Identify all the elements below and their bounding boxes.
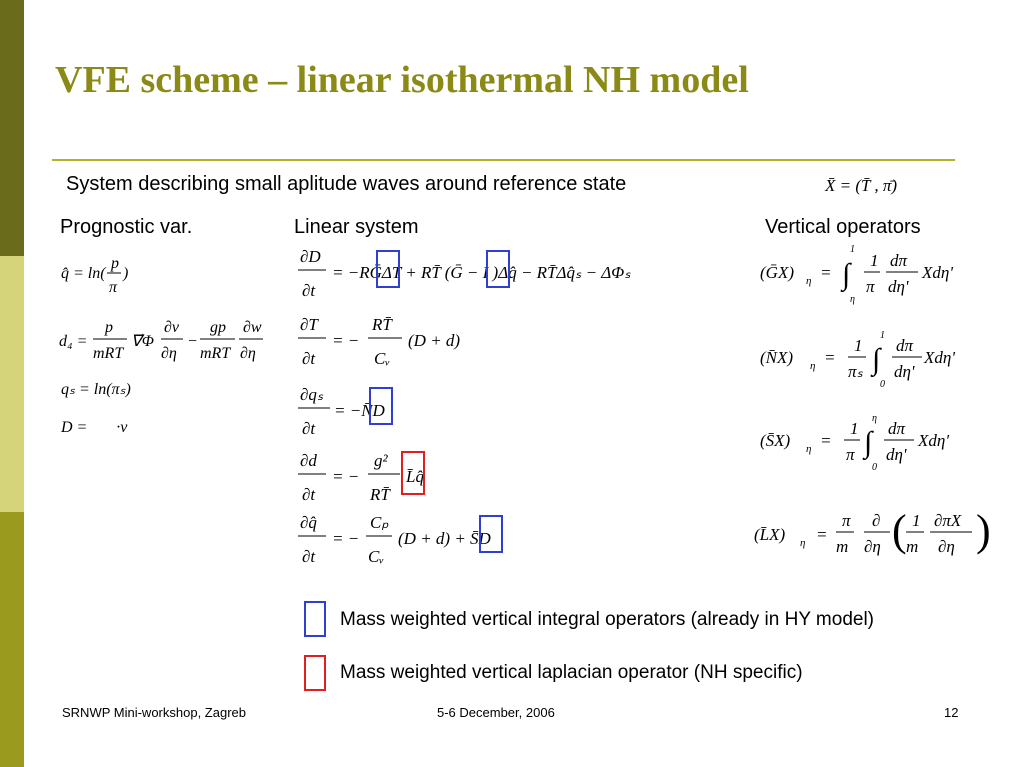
- svg-text:∂t: ∂t: [302, 349, 316, 368]
- title-divider: [52, 159, 955, 161]
- svg-text:(S̄X): (S̄X): [760, 431, 791, 450]
- svg-text:= −: = −: [332, 331, 360, 350]
- legend-integral-operators: Mass weighted vertical integral operators (already in HY model): [340, 609, 875, 630]
- svg-text:∂η: ∂η: [240, 345, 256, 362]
- footer-date: 5-6 December, 2006: [437, 705, 555, 720]
- svg-text:mRT: mRT: [93, 345, 124, 362]
- svg-text:RT̄: RT̄: [372, 315, 392, 334]
- svg-text:dπ: dπ: [888, 419, 906, 438]
- svg-text:gp: gp: [210, 319, 226, 336]
- svg-text:): ): [123, 265, 129, 282]
- svg-text:RT̄: RT̄: [370, 485, 390, 504]
- svg-text:1: 1: [850, 419, 859, 438]
- legend-blue-box: [304, 601, 326, 637]
- svg-text:= −N̄D: = −N̄D: [334, 401, 385, 420]
- svg-text:−: −: [187, 333, 198, 350]
- svg-text:(L̄X): (L̄X): [754, 525, 786, 544]
- svg-text:(ḠX): (ḠX): [760, 263, 794, 282]
- svg-text:∂D: ∂D: [300, 247, 321, 266]
- svg-text:0: 0: [880, 379, 885, 390]
- svg-text:p: p: [105, 319, 113, 336]
- svg-text:L̄q̂: L̄q̂: [406, 467, 424, 486]
- svg-text:η: η: [872, 413, 877, 424]
- svg-text:∂w: ∂w: [243, 319, 262, 336]
- prognostic-equations: [55, 248, 280, 448]
- prog-eq-divergence: D = ∇⃗·v⃗: [61, 419, 140, 436]
- svg-text:η: η: [806, 275, 812, 287]
- svg-text:η: η: [810, 360, 816, 372]
- svg-text:(: (: [892, 506, 907, 555]
- svg-text:1: 1: [912, 511, 921, 530]
- svg-text:1: 1: [880, 330, 885, 341]
- prog-eq-p: p: [111, 255, 119, 272]
- svg-text:): ): [976, 506, 991, 555]
- svg-text:=: =: [824, 348, 836, 367]
- svg-text:(D + d): (D + d): [408, 331, 461, 350]
- svg-text:m: m: [836, 537, 849, 556]
- slide-subtitle: System describing small aplitude waves around reference state: [66, 173, 627, 195]
- svg-text:∂t: ∂t: [302, 547, 316, 566]
- svg-text:πₛ: πₛ: [848, 362, 863, 381]
- svg-text:Xdη': Xdη': [918, 431, 949, 450]
- svg-text:∂η: ∂η: [938, 537, 955, 556]
- side-bar-middle: [0, 256, 24, 512]
- svg-text:π: π: [846, 445, 855, 464]
- svg-text:η: η: [800, 537, 806, 549]
- svg-text:∂qₛ: ∂qₛ: [300, 385, 324, 404]
- side-bar-top: [0, 0, 24, 256]
- svg-text:Cₚ: Cₚ: [370, 513, 389, 532]
- svg-text:π: π: [866, 277, 875, 296]
- svg-text:= −: = −: [332, 467, 360, 486]
- svg-text:∂q̂: ∂q̂: [300, 513, 317, 532]
- vertical-operators-heading: Vertical operators: [765, 216, 921, 238]
- svg-text:Xdη': Xdη': [924, 348, 955, 367]
- prog-eq-qs: qₛ = ln(πₛ): [61, 381, 131, 398]
- svg-text:g²: g²: [374, 451, 388, 470]
- svg-text:=: =: [820, 431, 832, 450]
- svg-text:∂t: ∂t: [302, 485, 316, 504]
- svg-text:∇⃗Φ: ∇⃗Φ: [131, 333, 154, 350]
- svg-text:= −RḠΔT + RT̄ (Ḡ − I )Δq̂ − RT: = −RḠΔT + RT̄ (Ḡ − I )Δq̂ − RT̄Δq̂ₛ − ΔΦₛ: [332, 263, 631, 282]
- vertical-operator-equations: [750, 240, 1010, 580]
- svg-text:η: η: [850, 294, 855, 305]
- svg-text:∂η: ∂η: [864, 537, 881, 556]
- svg-text:∂T: ∂T: [300, 315, 318, 334]
- svg-text:∫: ∫: [872, 343, 881, 376]
- svg-text:m: m: [906, 537, 919, 556]
- svg-text:∂η: ∂η: [161, 345, 177, 362]
- svg-text:Xdη': Xdη': [922, 263, 953, 282]
- svg-text:(N̄X): (N̄X): [760, 348, 794, 367]
- svg-text:1: 1: [854, 336, 863, 355]
- footer-page-number: 12: [944, 705, 959, 720]
- svg-text:dη': dη': [888, 277, 909, 296]
- svg-text:η: η: [806, 443, 812, 455]
- svg-text:∂t: ∂t: [302, 281, 316, 300]
- svg-text:=: =: [816, 525, 828, 544]
- svg-text:∫: ∫: [842, 258, 851, 291]
- svg-text:mRT: mRT: [200, 345, 231, 362]
- prognostic-heading: Prognostic var.: [60, 216, 193, 238]
- linear-system-equations: [290, 240, 740, 575]
- reference-state-formula: X̄ = (T̄ , π̄): [825, 176, 898, 195]
- svg-text:∂t: ∂t: [302, 419, 316, 438]
- prog-eq-pi: π: [109, 279, 118, 296]
- slide-title: VFE scheme – linear isothermal NH model: [55, 59, 749, 101]
- svg-text:dπ: dπ: [896, 336, 914, 355]
- svg-text:Cᵥ: Cᵥ: [374, 349, 391, 368]
- legend-red-box: [304, 655, 326, 691]
- svg-text:(D + d) + S̄D: (D + d) + S̄D: [398, 529, 491, 548]
- svg-text:= −: = −: [332, 529, 360, 548]
- footer-event: SRNWP Mini-workshop, Zagreb: [62, 705, 246, 720]
- svg-text:∂v⃗: ∂v⃗: [164, 319, 192, 336]
- prog-eq-d4: d₄ =: [59, 333, 88, 350]
- svg-text:0: 0: [872, 462, 877, 473]
- side-bar-bottom: [0, 512, 24, 767]
- svg-text:π: π: [842, 511, 851, 530]
- svg-text:1: 1: [850, 244, 855, 255]
- svg-text:dη': dη': [886, 445, 907, 464]
- linear-system-heading: Linear system: [294, 216, 419, 238]
- svg-text:Cᵥ: Cᵥ: [368, 547, 385, 566]
- svg-text:∂d: ∂d: [300, 451, 317, 470]
- svg-text:∫: ∫: [864, 426, 873, 459]
- prog-eq-q-hat: q̂ = ln(: [61, 265, 106, 282]
- svg-text:1: 1: [870, 251, 879, 270]
- svg-text:=: =: [820, 263, 832, 282]
- svg-text:∂πX: ∂πX: [934, 511, 962, 530]
- svg-text:dπ: dπ: [890, 251, 908, 270]
- svg-text:dη': dη': [894, 362, 915, 381]
- legend-laplacian-operator: Mass weighted vertical laplacian operator (NH specific): [340, 662, 803, 683]
- svg-text:∂: ∂: [872, 511, 881, 530]
